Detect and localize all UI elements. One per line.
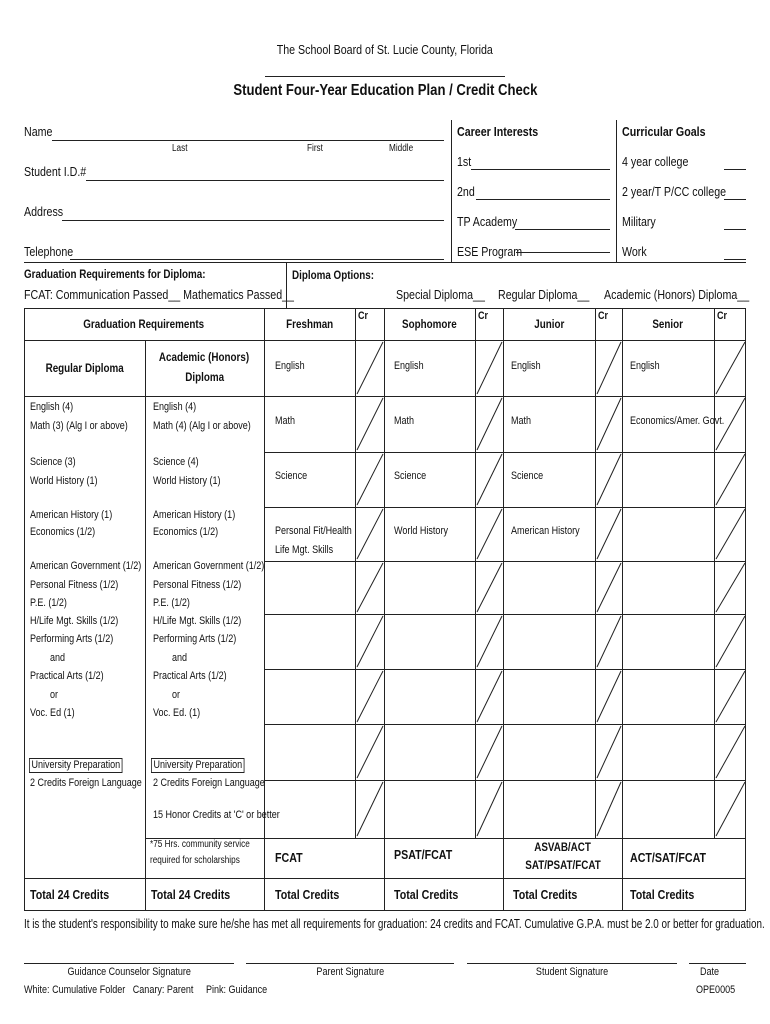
student-id-label: Student I.D.#: [24, 164, 87, 179]
freshman-life-mgt: Life Mgt. Skills: [275, 544, 334, 556]
reg-science: Science (3): [30, 456, 76, 468]
acad-math: Math (4) (Alg I or above): [153, 420, 251, 432]
reg-life-mgt: H/Life Mgt. Skills (1/2): [30, 615, 119, 627]
col-header-sophomore: Sophomore: [402, 317, 457, 331]
acad-performing-arts: Performing Arts (1/2): [153, 633, 237, 645]
test-senior: ACT/SAT/FCAT: [630, 850, 706, 865]
cr-header-freshman: Cr: [358, 310, 369, 322]
parent-signature-line[interactable]: [246, 963, 454, 964]
ese-program-label: ESE Program: [457, 244, 523, 259]
reg-and: and: [50, 652, 66, 664]
total-freshman: Total Credits: [275, 887, 340, 902]
cr-header-sophomore: Cr: [478, 310, 489, 322]
academic-diploma-header-1: Academic (Honors): [159, 350, 250, 364]
test-sophomore: PSAT/FCAT: [394, 847, 453, 862]
counselor-signature-line[interactable]: [24, 963, 234, 964]
reg-world-history: World History (1): [30, 475, 98, 487]
regular-diploma-option[interactable]: Regular Diploma__: [498, 287, 590, 302]
freshman-math: Math: [275, 415, 296, 427]
academic-diploma-header-2: Diploma: [185, 370, 224, 384]
grad-heading: Graduation Requirements for Diploma:: [24, 267, 206, 281]
board-name: The School Board of St. Lucie County, Florida: [276, 42, 494, 57]
career-second-label: 2nd: [457, 184, 475, 199]
acad-american-government: American Government (1/2): [153, 560, 265, 572]
acad-world-history: World History (1): [153, 475, 221, 487]
total-sophomore: Total Credits: [394, 887, 459, 902]
reg-american-history: American History (1): [30, 509, 113, 521]
acad-foreign-language: 2 Credits Foreign Language: [153, 777, 265, 789]
acad-practical-arts: Practical Arts (1/2): [153, 670, 227, 682]
junior-american-history: American History: [511, 525, 580, 537]
reg-american-government: American Government (1/2): [30, 560, 142, 572]
goal-work: Work: [622, 244, 647, 259]
counselor-signature-label: Guidance Counselor Signature: [67, 966, 191, 978]
acad-economics: Economics (1/2): [153, 526, 219, 538]
reg-english: English (4): [30, 401, 74, 413]
reg-performing-arts: Performing Arts (1/2): [30, 633, 114, 645]
reg-foreign-language: 2 Credits Foreign Language: [30, 777, 142, 789]
freshman-science: Science: [275, 470, 308, 482]
freshman-english: English: [275, 360, 305, 372]
goal-military: Military: [622, 214, 656, 229]
responsibility-note: It is the student's responsibility to make sure he/she has met all requirements for graduation: 24 credits and FCAT. Cumulative G.P.A. must be 2.0 or better for graduation.: [24, 916, 765, 931]
freshman-personal-fit: Personal Fit/Health: [275, 525, 352, 537]
reg-pe: P.E. (1/2): [30, 597, 67, 609]
total-senior: Total Credits: [630, 887, 695, 902]
sophomore-math: Math: [394, 415, 415, 427]
col-header-requirements: Graduation Requirements: [83, 317, 205, 331]
tp-academy-label: TP Academy: [457, 214, 518, 229]
acad-science: Science (4): [153, 456, 199, 468]
test-junior-1: ASVAB/ACT: [534, 840, 591, 854]
goal-2-year: 2 year/T P/CC college: [622, 184, 727, 199]
reg-practical-arts: Practical Arts (1/2): [30, 670, 104, 682]
form-code: OPE0005: [696, 984, 736, 996]
parent-signature-label: Parent Signature: [316, 966, 384, 978]
reg-economics: Economics (1/2): [30, 526, 96, 538]
date-label: Date: [700, 966, 720, 978]
student-signature-line[interactable]: [467, 963, 677, 964]
test-junior-2: SAT/PSAT/FCAT: [524, 858, 601, 872]
cr-header-senior: Cr: [717, 310, 728, 322]
total-junior: Total Credits: [513, 887, 578, 902]
sophomore-world-history: World History: [394, 525, 448, 537]
acad-life-mgt: H/Life Mgt. Skills (1/2): [153, 615, 242, 627]
acad-pe: P.E. (1/2): [153, 597, 190, 609]
goals-heading: Curricular Goals: [622, 124, 706, 139]
reg-or: or: [50, 689, 59, 701]
last-label: Last: [172, 143, 188, 154]
col-header-senior: Senior: [652, 317, 684, 331]
sophomore-english: English: [394, 360, 424, 372]
test-freshman: FCAT: [275, 850, 303, 865]
total-academic: Total 24 Credits: [151, 887, 231, 902]
page-title: Student Four-Year Education Plan / Credit Check: [232, 82, 537, 99]
reg-voc-ed: Voc. Ed (1): [30, 707, 75, 719]
acad-honor-credits: 15 Honor Credits at 'C' or better: [153, 809, 280, 821]
reg-math: Math (3) (Alg I or above): [30, 420, 128, 432]
reg-personal-fitness: Personal Fitness (1/2): [30, 579, 119, 591]
acad-or: or: [172, 689, 181, 701]
junior-math: Math: [511, 415, 532, 427]
total-regular: Total 24 Credits: [30, 887, 110, 902]
name-label: Name: [24, 124, 53, 139]
diploma-options-heading: Diploma Options:: [292, 268, 374, 282]
cr-header-junior: Cr: [598, 310, 609, 322]
acad-and: and: [172, 652, 188, 664]
junior-english: English: [511, 360, 541, 372]
fcat-passed: FCAT: Communication Passed__ Mathematics Passed__: [24, 287, 294, 302]
sophomore-science: Science: [394, 470, 427, 482]
col-header-freshman: Freshman: [285, 317, 334, 331]
copy-distribution: White: Cumulative Folder Canary: Parent Pink: Guidance: [24, 984, 268, 996]
acad-voc-ed: Voc. Ed. (1): [153, 707, 201, 719]
career-first-label: 1st: [457, 154, 472, 169]
acad-personal-fitness: Personal Fitness (1/2): [153, 579, 242, 591]
goal-4-year: 4 year college: [622, 154, 689, 169]
senior-english: English: [630, 360, 660, 372]
middle-label: Middle: [389, 143, 414, 154]
acad-university-prep: University Preparation: [151, 758, 265, 773]
col-header-junior: Junior: [533, 317, 565, 331]
career-heading: Career Interests: [457, 124, 539, 139]
first-label: First: [307, 143, 323, 154]
student-signature-label: Student Signature: [535, 966, 609, 978]
acad-american-history: American History (1): [153, 509, 236, 521]
regular-diploma-header: Regular Diploma: [45, 361, 124, 375]
acad-community-service-1: *75 Hrs. community service: [150, 839, 250, 850]
acad-english: English (4): [153, 401, 197, 413]
reg-university-prep: University Preparation: [29, 758, 143, 773]
academic-diploma-option[interactable]: Academic (Honors) Diploma__: [604, 287, 750, 302]
junior-science: Science: [511, 470, 544, 482]
senior-economics: Economics/Amer. Govt.: [630, 415, 725, 427]
acad-community-service-2: required for scholarships: [150, 855, 240, 866]
special-diploma-option[interactable]: Special Diploma__: [396, 287, 485, 302]
address-label: Address: [24, 204, 64, 219]
telephone-label: Telephone: [24, 244, 74, 259]
date-line[interactable]: [689, 963, 746, 964]
